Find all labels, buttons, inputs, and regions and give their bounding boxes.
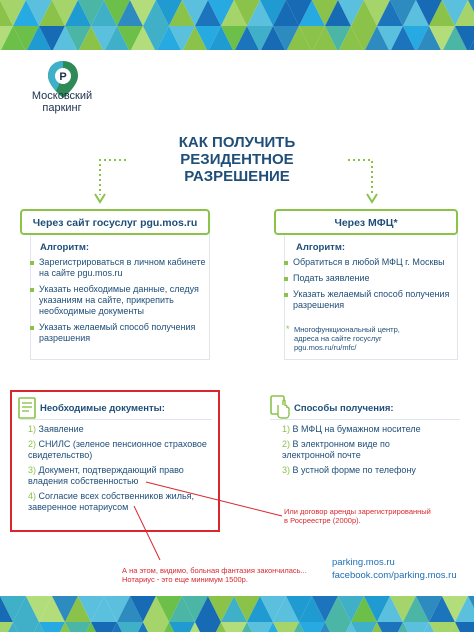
list-item: Указать желаемый способ получения разрешения (284, 289, 456, 311)
lease-annotation: Или договор аренды зарегистрированный в Росреестре (2000р). (284, 507, 431, 525)
bottom-banner (0, 596, 474, 632)
list-item: 1) Заявление (28, 424, 84, 434)
footnote-text: Многофункциональный центр, адреса на сайте госуслуг pgu.mos.ru/ru/mfc/ (294, 325, 400, 352)
logo-text: Московский паркинг (31, 90, 93, 114)
svg-text:P: P (59, 71, 67, 83)
list-item: 2) В электронном виде по электронной почте (282, 439, 390, 460)
moscow-parking-logo (22, 56, 112, 118)
list-item: 2) СНИЛС (зеленое пенсионное страховое свидетельство) (28, 439, 207, 460)
list-item: 1) В МФЦ на бумажном носителе (282, 424, 421, 434)
list-item: 3) Документ, подтверждающий право владения собственностью (28, 465, 184, 486)
list-item: 4) Согласие всех собственников жилья, заверенное нотариусом (28, 491, 195, 512)
asterisk-icon: * (286, 324, 290, 334)
dotted-connectors (0, 150, 474, 212)
list-item: Зарегистрироваться в личном кабинете на сайте pgu.mos.ru (30, 257, 206, 279)
mfc-steps (284, 257, 456, 316)
list-item: Указать необходимые данные, следуя указаниям на сайте, прикрепить необходимые документы (30, 284, 206, 317)
documents-title: Необходимые документы: (40, 403, 165, 414)
facebook-link[interactable]: facebook.com/parking.mos.ru (332, 570, 457, 581)
list-item: 3) В устной форме по телефону (282, 465, 416, 475)
list-item: Обратиться в любой МФЦ г. Москвы (284, 257, 456, 268)
footer-links (332, 556, 457, 582)
algorithm-label: Алгоритм: (40, 242, 90, 253)
gosuslugi-steps (30, 257, 206, 349)
mfc-footnote (286, 324, 404, 352)
fantasy-annotation: А на этом, видимо, больная фантазия закончилась... Нотариус - это еще минимум 1500р. (122, 566, 307, 584)
arrow-down-icon (367, 194, 377, 202)
list-item: Подать заявление (284, 273, 456, 284)
algorithm-label: Алгоритм: (296, 242, 346, 253)
method-gosuslugi-title: Через сайт госуслуг pgu.mos.ru (20, 209, 210, 235)
list-item: Указать желаемый способ получения разрешения (30, 322, 206, 344)
page-title: КАК ПОЛУЧИТЬ РЕЗИДЕНТНОЕ РАЗРЕШЕНИЕ (178, 134, 296, 185)
hand-touch-icon (270, 395, 290, 419)
arrow-down-icon (95, 194, 105, 202)
divider (20, 419, 212, 420)
method-mfc-title: Через МФЦ* (274, 209, 458, 235)
site-link[interactable]: parking.mos.ru (332, 557, 395, 568)
document-icon (18, 397, 36, 419)
divider (270, 419, 460, 420)
receive-title: Способы получения: (294, 403, 394, 414)
top-banner (0, 0, 474, 50)
